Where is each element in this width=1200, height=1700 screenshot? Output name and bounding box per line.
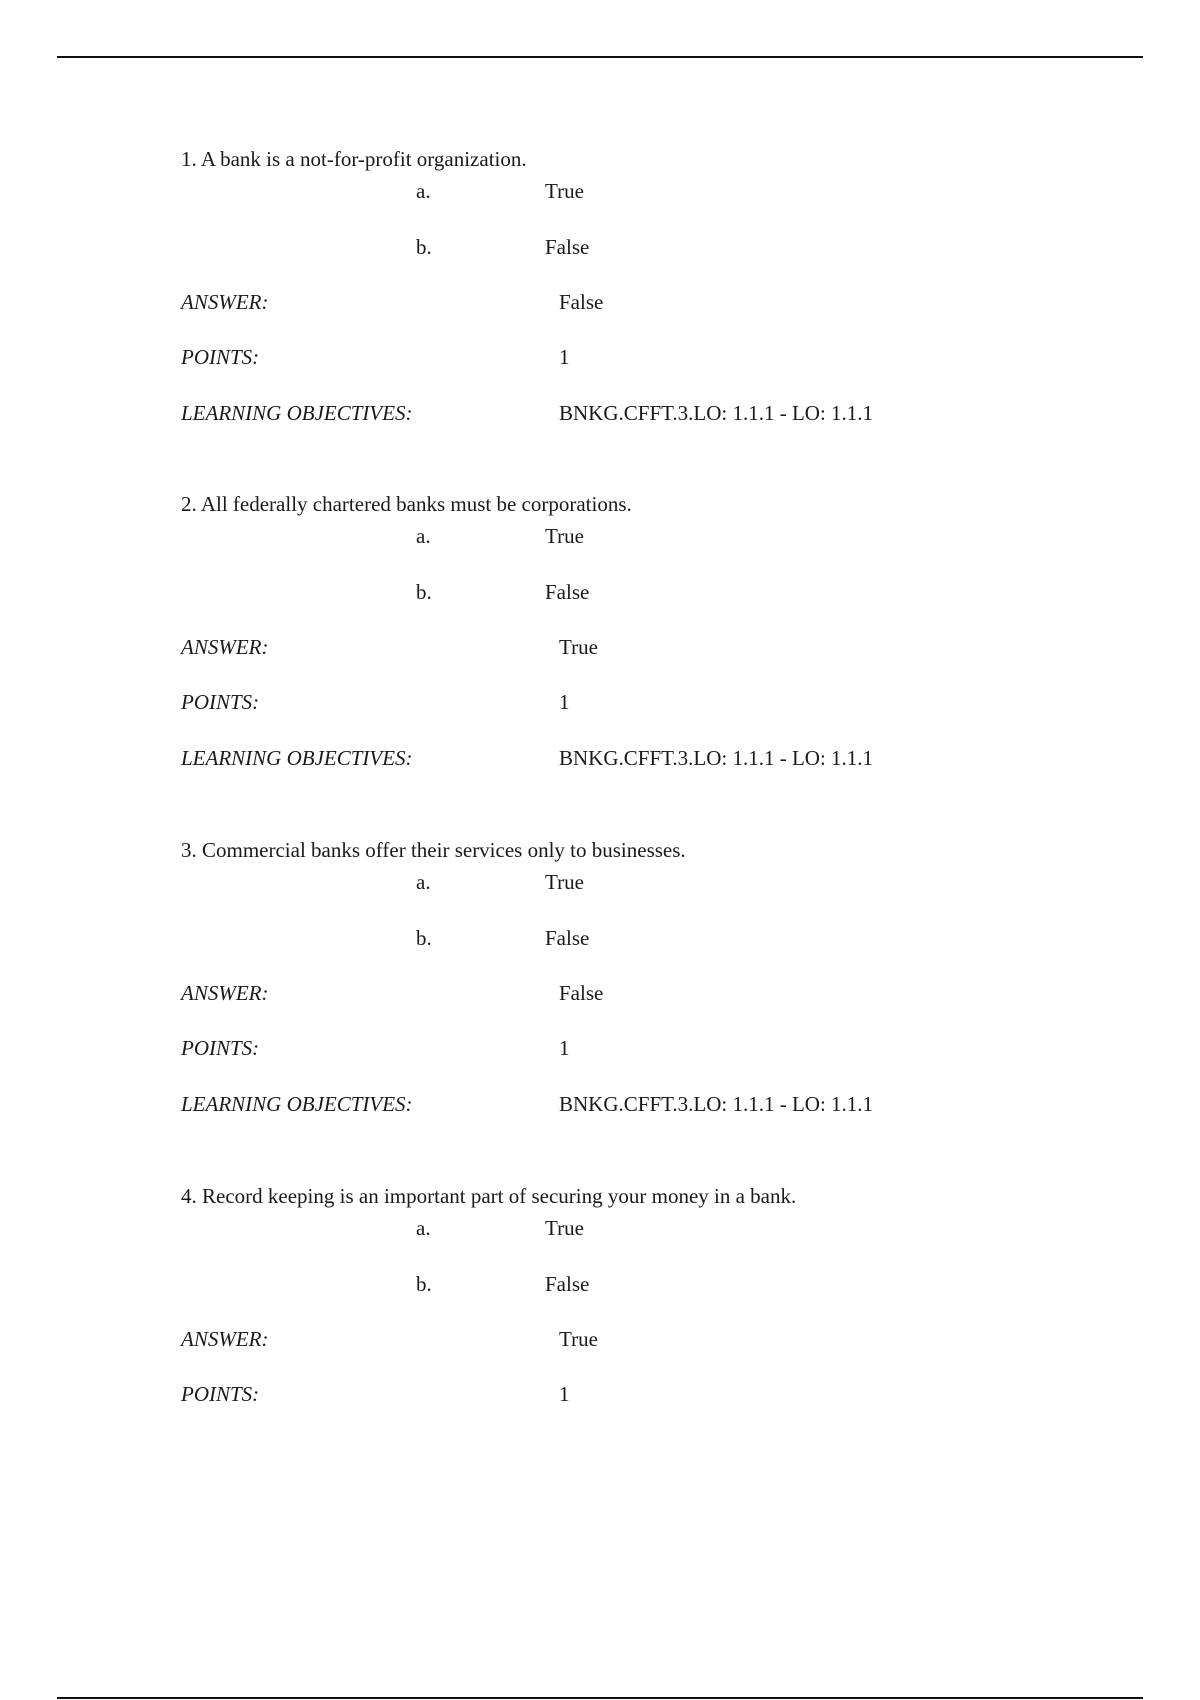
- top-rule: [57, 56, 1143, 58]
- question-stem: 1. A bank is a not-for-profit organization.: [181, 147, 527, 171]
- question-2: [0, 491, 1200, 811]
- answer-value: True: [559, 1327, 598, 1351]
- answer-row: [0, 980, 1200, 1006]
- choice-letter: a.: [416, 179, 431, 203]
- points-label: POINTS:: [181, 690, 260, 714]
- learning-objectives-row: [0, 400, 1200, 426]
- choice-text: False: [545, 926, 590, 950]
- learning-objectives-label: LEARNING OBJECTIVES:: [181, 401, 413, 425]
- answer-value: True: [559, 635, 598, 659]
- choice-b: [0, 1271, 1200, 1297]
- choice-a: [0, 869, 1200, 895]
- choice-b: [0, 925, 1200, 951]
- choice-b: [0, 579, 1200, 605]
- question-3: [0, 837, 1200, 1157]
- points-value: 1: [559, 690, 570, 714]
- choice-letter: a.: [416, 524, 431, 548]
- learning-objectives-value: BNKG.CFFT.3.LO: 1.1.1 - LO: 1.1.1: [559, 401, 874, 425]
- choice-letter: a.: [416, 1216, 431, 1240]
- choice-text: True: [545, 870, 584, 894]
- choice-a: [0, 1215, 1200, 1241]
- question-4: [0, 1183, 1200, 1503]
- answer-row: [0, 1326, 1200, 1352]
- choice-text: False: [545, 580, 590, 604]
- choice-a: [0, 178, 1200, 204]
- choice-letter: b.: [416, 926, 432, 950]
- answer-label: ANSWER:: [181, 981, 269, 1005]
- question-1: [0, 146, 1200, 466]
- choice-text: True: [545, 524, 584, 548]
- learning-objectives-row: [0, 745, 1200, 771]
- bottom-rule: [57, 1697, 1143, 1699]
- choice-text: True: [545, 179, 584, 203]
- choice-a: [0, 523, 1200, 549]
- points-row: [0, 689, 1200, 715]
- points-label: POINTS:: [181, 1382, 260, 1406]
- points-row: [0, 1035, 1200, 1061]
- question-stem: 2. All federally chartered banks must be corporations.: [181, 492, 632, 516]
- answer-row: [0, 289, 1200, 315]
- answer-label: ANSWER:: [181, 290, 269, 314]
- choice-text: False: [545, 235, 590, 259]
- answer-value: False: [559, 981, 604, 1005]
- question-stem: 4. Record keeping is an important part of securing your money in a bank.: [181, 1184, 797, 1208]
- points-label: POINTS:: [181, 345, 260, 369]
- learning-objectives-label: LEARNING OBJECTIVES:: [181, 1092, 413, 1116]
- choice-letter: a.: [416, 870, 431, 894]
- answer-row: [0, 634, 1200, 660]
- points-row: [0, 1381, 1200, 1407]
- question-stem: 3. Commercial banks offer their services only to businesses.: [181, 838, 686, 862]
- learning-objectives-row: [0, 1091, 1200, 1117]
- learning-objectives-value: BNKG.CFFT.3.LO: 1.1.1 - LO: 1.1.1: [559, 1092, 874, 1116]
- learning-objectives-label: LEARNING OBJECTIVES:: [181, 746, 413, 770]
- choice-text: False: [545, 1272, 590, 1296]
- answer-label: ANSWER:: [181, 1327, 269, 1351]
- points-label: POINTS:: [181, 1036, 260, 1060]
- answer-value: False: [559, 290, 604, 314]
- points-value: 1: [559, 1382, 570, 1406]
- points-value: 1: [559, 345, 570, 369]
- points-row: [0, 344, 1200, 370]
- choice-text: True: [545, 1216, 584, 1240]
- answer-label: ANSWER:: [181, 635, 269, 659]
- choice-letter: b.: [416, 1272, 432, 1296]
- choice-letter: b.: [416, 580, 432, 604]
- choice-b: [0, 234, 1200, 260]
- points-value: 1: [559, 1036, 570, 1060]
- learning-objectives-value: BNKG.CFFT.3.LO: 1.1.1 - LO: 1.1.1: [559, 746, 874, 770]
- choice-letter: b.: [416, 235, 432, 259]
